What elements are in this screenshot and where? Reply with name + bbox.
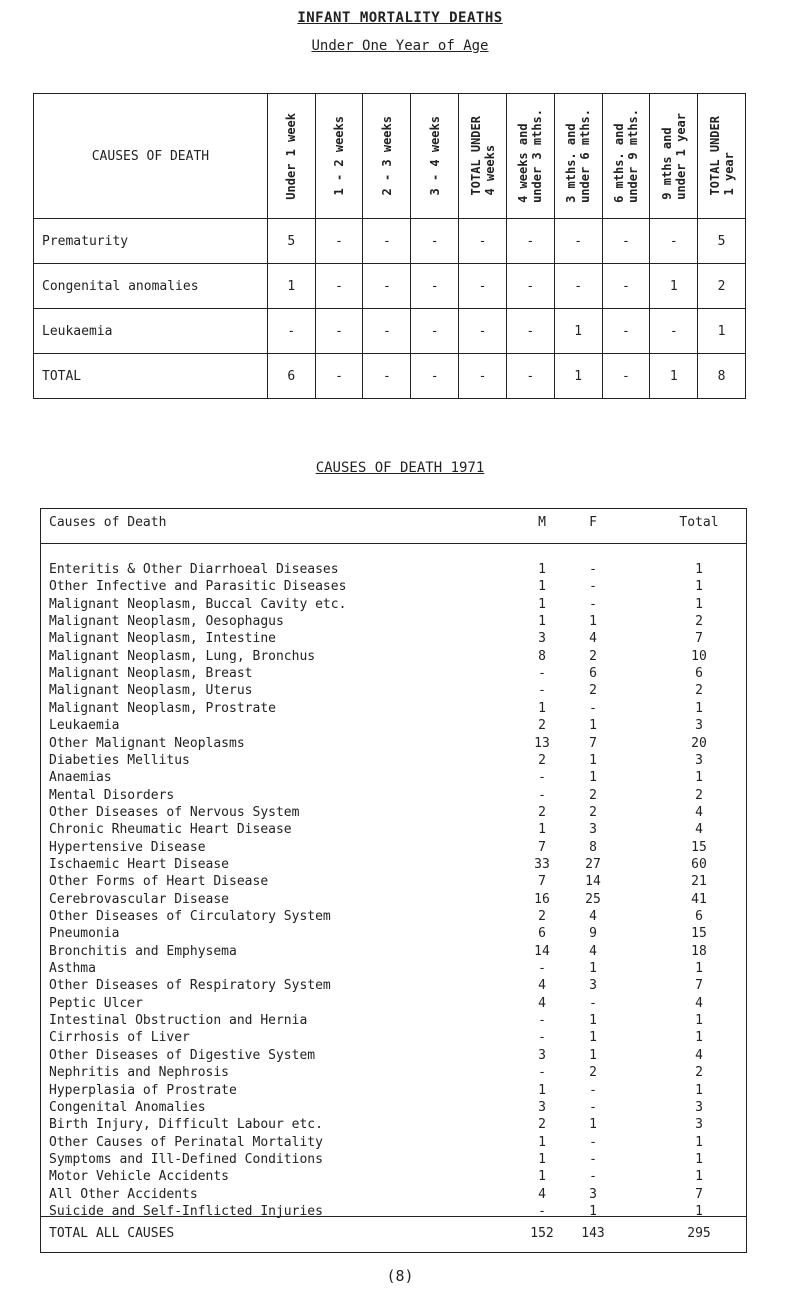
row-total-count: 15 <box>691 926 707 942</box>
row-male-count: 8 <box>538 648 546 664</box>
row-male-count: 1 <box>538 1169 546 1185</box>
infant-value-cell: - <box>411 219 459 264</box>
header-divider <box>41 543 746 544</box>
row-cause-name: Chronic Rheumatic Heart Disease <box>49 822 292 838</box>
row-total-count: 3 <box>695 1099 703 1115</box>
row-female-count: 14 <box>585 874 601 890</box>
row-cause-name: Other Causes of Perinatal Mortality <box>49 1134 323 1150</box>
row-cause-name: Cirrhosis of Liver <box>49 1030 190 1046</box>
infant-value-cell: - <box>363 264 411 309</box>
total-row-male-count: 152 <box>530 1226 554 1241</box>
infant-value-cell: - <box>554 264 602 309</box>
row-total-count: 2 <box>695 1065 703 1081</box>
row-female-count: 25 <box>585 891 601 907</box>
infant-value-cell: 1 <box>698 309 746 354</box>
row-male-count: 7 <box>538 839 546 855</box>
row-female-count: 4 <box>589 909 597 924</box>
row-male-count: 1 <box>538 822 546 838</box>
row-female-count: - <box>589 1099 597 1115</box>
row-cause-name: Peptic Ulcer <box>49 995 143 1011</box>
infant-value-cell: - <box>459 354 507 399</box>
male-header: M <box>538 515 546 530</box>
row-female-count: - <box>589 562 597 577</box>
row-female-count: 1 <box>589 1203 597 1219</box>
row-female-count: 2 <box>589 804 597 820</box>
row-total-count: 15 <box>691 839 707 855</box>
row-female-count: 6 <box>589 666 597 682</box>
row-cause-name: Motor Vehicle Accidents <box>49 1169 230 1185</box>
row-female-count: 1 <box>589 614 597 630</box>
row-female-count: - <box>589 700 597 716</box>
row-cause-name: Mental Disorders <box>49 787 175 803</box>
row-total-count: 1 <box>695 1151 703 1167</box>
row-male-count: 1 <box>538 596 546 612</box>
row-female-count: - <box>589 579 597 595</box>
row-male-count: - <box>538 1030 546 1046</box>
row-female-count: 1 <box>589 1047 597 1063</box>
row-female-count: 27 <box>585 856 601 872</box>
row-female-count: 3 <box>589 822 597 838</box>
infant-value-cell: - <box>506 309 554 354</box>
infant-cause-cell: TOTAL <box>34 354 268 399</box>
infant-value-cell: - <box>650 309 698 354</box>
row-male-count: 1 <box>538 1151 546 1167</box>
row-male-count: 3 <box>538 1047 546 1063</box>
row-total-count: 3 <box>695 752 703 768</box>
row-total-count: 6 <box>695 666 703 682</box>
causes-header: Causes of Death <box>49 515 167 530</box>
row-female-count: - <box>589 1134 597 1150</box>
row-male-count: 13 <box>534 735 550 751</box>
row-total-count: 21 <box>691 874 707 890</box>
infant-value-cell: - <box>363 219 411 264</box>
infant-value-cell: - <box>363 309 411 354</box>
row-male-count: 33 <box>534 856 550 872</box>
row-female-count: 1 <box>589 1013 597 1029</box>
row-male-count: 7 <box>538 874 546 890</box>
row-cause-name: Diabeties Mellitus <box>49 752 190 768</box>
page-title: INFANT MORTALITY DEATHS <box>297 10 503 26</box>
row-male-count: 1 <box>538 562 546 577</box>
row-total-count: 2 <box>695 614 703 630</box>
row-cause-name: Other Diseases of Digestive System <box>49 1047 316 1063</box>
total-row-cause-name: TOTAL ALL CAUSES <box>49 1226 175 1241</box>
row-male-count: 1 <box>538 1082 546 1098</box>
row-cause-name: Nephritis and Nephrosis <box>49 1065 230 1081</box>
row-cause-name: Other Forms of Heart Disease <box>49 874 269 890</box>
row-female-count: 9 <box>589 926 597 942</box>
infant-value-cell: - <box>267 309 315 354</box>
infant-cause-cell: Leukaemia <box>34 309 268 354</box>
row-total-count: 1 <box>695 770 703 786</box>
row-total-count: 6 <box>695 909 703 924</box>
row-total-count: 20 <box>691 735 707 751</box>
infant-col-header: 2 - 3 weeks <box>363 94 411 219</box>
infant-value-cell: - <box>506 354 554 399</box>
infant-col-header: 9 mths and under 1 year <box>650 94 698 219</box>
infant-table-row <box>34 309 746 354</box>
row-total-count: 1 <box>695 1169 703 1185</box>
row-male-count: 4 <box>538 1186 546 1202</box>
row-cause-name: Hyperplasia of Prostrate <box>49 1082 237 1098</box>
row-cause-name: Malignant Neoplasm, Lung, Bronchus <box>49 648 316 664</box>
row-total-count: 1 <box>695 1134 703 1150</box>
infant-value-cell: - <box>411 309 459 354</box>
row-cause-name: Other Infective and Parasitic Diseases <box>49 579 347 595</box>
infant-col-header: 6 mths. and under 9 mths. <box>602 94 650 219</box>
female-header: F <box>589 515 597 530</box>
row-female-count: - <box>589 995 597 1011</box>
row-total-count: 1 <box>695 1030 703 1046</box>
infant-table-row <box>34 219 746 264</box>
row-female-count: 1 <box>589 752 597 768</box>
row-male-count: 2 <box>538 718 546 734</box>
row-male-count: - <box>538 1203 546 1219</box>
infant-value-cell: 6 <box>267 354 315 399</box>
row-male-count: 2 <box>538 752 546 768</box>
row-cause-name: Other Diseases of Circulatory System <box>49 909 331 924</box>
row-cause-name: Intestinal Obstruction and Hernia <box>49 1013 308 1029</box>
infant-value-cell: - <box>602 309 650 354</box>
row-total-count: 4 <box>695 822 703 838</box>
row-total-count: 41 <box>691 891 707 907</box>
row-total-count: 1 <box>695 562 703 577</box>
row-cause-name: Hypertensive Disease <box>49 839 206 855</box>
row-cause-name: Symptoms and Ill-Defined Conditions <box>49 1151 323 1167</box>
row-female-count: 1 <box>589 1117 597 1133</box>
row-total-count: 1 <box>695 1013 703 1029</box>
row-female-count: 1 <box>589 1030 597 1046</box>
row-female-count: - <box>589 1169 597 1185</box>
infant-value-cell: - <box>459 309 507 354</box>
row-cause-name: Suicide and Self-Inflicted Injuries <box>49 1203 323 1219</box>
infant-col-header: Under 1 week <box>267 94 315 219</box>
row-female-count: 4 <box>589 631 597 647</box>
row-female-count: 3 <box>589 978 597 994</box>
row-female-count: 7 <box>589 735 597 751</box>
row-female-count: 1 <box>589 718 597 734</box>
row-female-count: 2 <box>589 787 597 803</box>
infant-value-cell: - <box>506 219 554 264</box>
row-cause-name: Malignant Neoplasm, Oesophagus <box>49 614 284 630</box>
row-male-count: 3 <box>538 1099 546 1115</box>
row-female-count: 8 <box>589 839 597 855</box>
row-male-count: 14 <box>534 943 550 959</box>
row-total-count: 10 <box>691 648 707 664</box>
row-male-count: 1 <box>538 700 546 716</box>
row-total-count: 4 <box>695 1047 703 1063</box>
infant-value-cell: - <box>554 219 602 264</box>
row-total-count: 3 <box>695 1117 703 1133</box>
row-male-count: - <box>538 1065 546 1081</box>
row-cause-name: Other Malignant Neoplasms <box>49 735 245 751</box>
total-row-total-count: 295 <box>687 1226 711 1241</box>
infant-value-cell: - <box>459 264 507 309</box>
infant-value-cell: 1 <box>650 354 698 399</box>
infant-value-cell: - <box>602 219 650 264</box>
row-total-count: 1 <box>695 700 703 716</box>
row-male-count: 16 <box>534 891 550 907</box>
row-cause-name: Other Diseases of Nervous System <box>49 804 300 820</box>
infant-value-cell: - <box>315 219 363 264</box>
infant-col-header: 1 - 2 weeks <box>315 94 363 219</box>
row-male-count: - <box>538 961 546 977</box>
row-cause-name: Pneumonia <box>49 926 120 942</box>
row-cause-name: Birth Injury, Difficult Labour etc. <box>49 1117 323 1133</box>
infant-cause-cell: Prematurity <box>34 219 268 264</box>
total-row-female-count: 143 <box>581 1226 605 1241</box>
infant-col-header: 3 - 4 weeks <box>411 94 459 219</box>
infant-table-header-row <box>34 94 746 219</box>
row-male-count: 3 <box>538 631 546 647</box>
infant-col-header: TOTAL UNDER 4 weeks <box>459 94 507 219</box>
infant-table-row <box>34 264 746 309</box>
row-female-count: 3 <box>589 1186 597 1202</box>
row-cause-name: Malignant Neoplasm, Intestine <box>49 631 276 647</box>
section-title: CAUSES OF DEATH 1971 <box>315 460 485 476</box>
infant-value-cell: 8 <box>698 354 746 399</box>
row-male-count: 1 <box>538 614 546 630</box>
page-subtitle: Under One Year of Age <box>311 38 489 54</box>
row-male-count: 1 <box>538 579 546 595</box>
row-cause-name: Congenital Anomalies <box>49 1099 206 1115</box>
row-cause-name: Malignant Neoplasm, Prostrate <box>49 700 276 716</box>
infant-value-cell: 5 <box>267 219 315 264</box>
row-cause-name: Malignant Neoplasm, Breast <box>49 666 253 682</box>
infant-table-row <box>34 354 746 399</box>
infant-value-cell: - <box>459 219 507 264</box>
infant-col-header: 3 mths. and under 6 mths. <box>554 94 602 219</box>
row-male-count: 6 <box>538 926 546 942</box>
infant-value-cell: - <box>411 354 459 399</box>
infant-value-cell: - <box>411 264 459 309</box>
row-total-count: 2 <box>695 787 703 803</box>
row-female-count: 1 <box>589 961 597 977</box>
row-male-count: 4 <box>538 978 546 994</box>
infant-value-cell: - <box>602 354 650 399</box>
row-total-count: 60 <box>691 856 707 872</box>
infant-col-header: 4 weeks and under 3 mths. <box>506 94 554 219</box>
row-female-count: 4 <box>589 943 597 959</box>
row-cause-name: All Other Accidents <box>49 1186 198 1202</box>
row-total-count: 1 <box>695 596 703 612</box>
row-male-count: - <box>538 770 546 786</box>
row-cause-name: Malignant Neoplasm, Uterus <box>49 683 253 699</box>
row-total-count: 18 <box>691 943 707 959</box>
causes-of-death-table <box>40 508 747 1253</box>
row-total-count: 4 <box>695 804 703 820</box>
row-male-count: 2 <box>538 1117 546 1133</box>
row-male-count: - <box>538 683 546 699</box>
infant-cause-header: CAUSES OF DEATH <box>34 94 268 219</box>
row-female-count: 1 <box>589 770 597 786</box>
row-total-count: 7 <box>695 1186 703 1202</box>
row-male-count: 1 <box>538 1134 546 1150</box>
infant-value-cell: - <box>315 354 363 399</box>
row-cause-name: Bronchitis and Emphysema <box>49 943 237 959</box>
row-female-count: - <box>589 1082 597 1098</box>
infant-value-cell: 1 <box>267 264 315 309</box>
row-cause-name: Asthma <box>49 961 96 977</box>
row-cause-name: Cerebrovascular Disease <box>49 891 230 907</box>
row-male-count: 4 <box>538 995 546 1011</box>
row-female-count: 2 <box>589 1065 597 1081</box>
row-male-count: 2 <box>538 909 546 924</box>
row-total-count: 3 <box>695 718 703 734</box>
row-cause-name: Other Diseases of Respiratory System <box>49 978 331 994</box>
row-cause-name: Leukaemia <box>49 718 120 734</box>
row-total-count: 7 <box>695 978 703 994</box>
row-cause-name: Malignant Neoplasm, Buccal Cavity etc. <box>49 596 347 612</box>
infant-col-header: TOTAL UNDER 1 year <box>698 94 746 219</box>
infant-value-cell: - <box>363 354 411 399</box>
row-total-count: 1 <box>695 579 703 595</box>
row-total-count: 1 <box>695 1082 703 1098</box>
infant-value-cell: - <box>650 219 698 264</box>
row-male-count: - <box>538 666 546 682</box>
row-male-count: - <box>538 1013 546 1029</box>
row-female-count: 2 <box>589 648 597 664</box>
infant-value-cell: 1 <box>554 354 602 399</box>
row-female-count: 2 <box>589 683 597 699</box>
infant-cause-cell: Congenital anomalies <box>34 264 268 309</box>
row-total-count: 1 <box>695 961 703 977</box>
infant-value-cell: - <box>315 264 363 309</box>
row-total-count: 2 <box>695 683 703 699</box>
infant-mortality-table <box>33 93 746 399</box>
infant-value-cell: - <box>315 309 363 354</box>
row-cause-name: Anaemias <box>49 770 112 786</box>
infant-value-cell: 2 <box>698 264 746 309</box>
infant-value-cell: 1 <box>650 264 698 309</box>
infant-value-cell: - <box>602 264 650 309</box>
infant-value-cell: - <box>506 264 554 309</box>
row-total-count: 7 <box>695 631 703 647</box>
infant-value-cell: 5 <box>698 219 746 264</box>
row-total-count: 4 <box>695 995 703 1011</box>
row-total-count: 1 <box>695 1203 703 1219</box>
infant-value-cell: 1 <box>554 309 602 354</box>
row-male-count: 2 <box>538 804 546 820</box>
row-cause-name: Enteritis & Other Diarrhoeal Diseases <box>49 562 339 577</box>
total-header: Total <box>679 515 719 530</box>
row-male-count: - <box>538 787 546 803</box>
row-cause-name: Ischaemic Heart Disease <box>49 856 230 872</box>
page-number: (8) <box>386 1267 414 1285</box>
row-female-count: - <box>589 1151 597 1167</box>
row-female-count: - <box>589 596 597 612</box>
